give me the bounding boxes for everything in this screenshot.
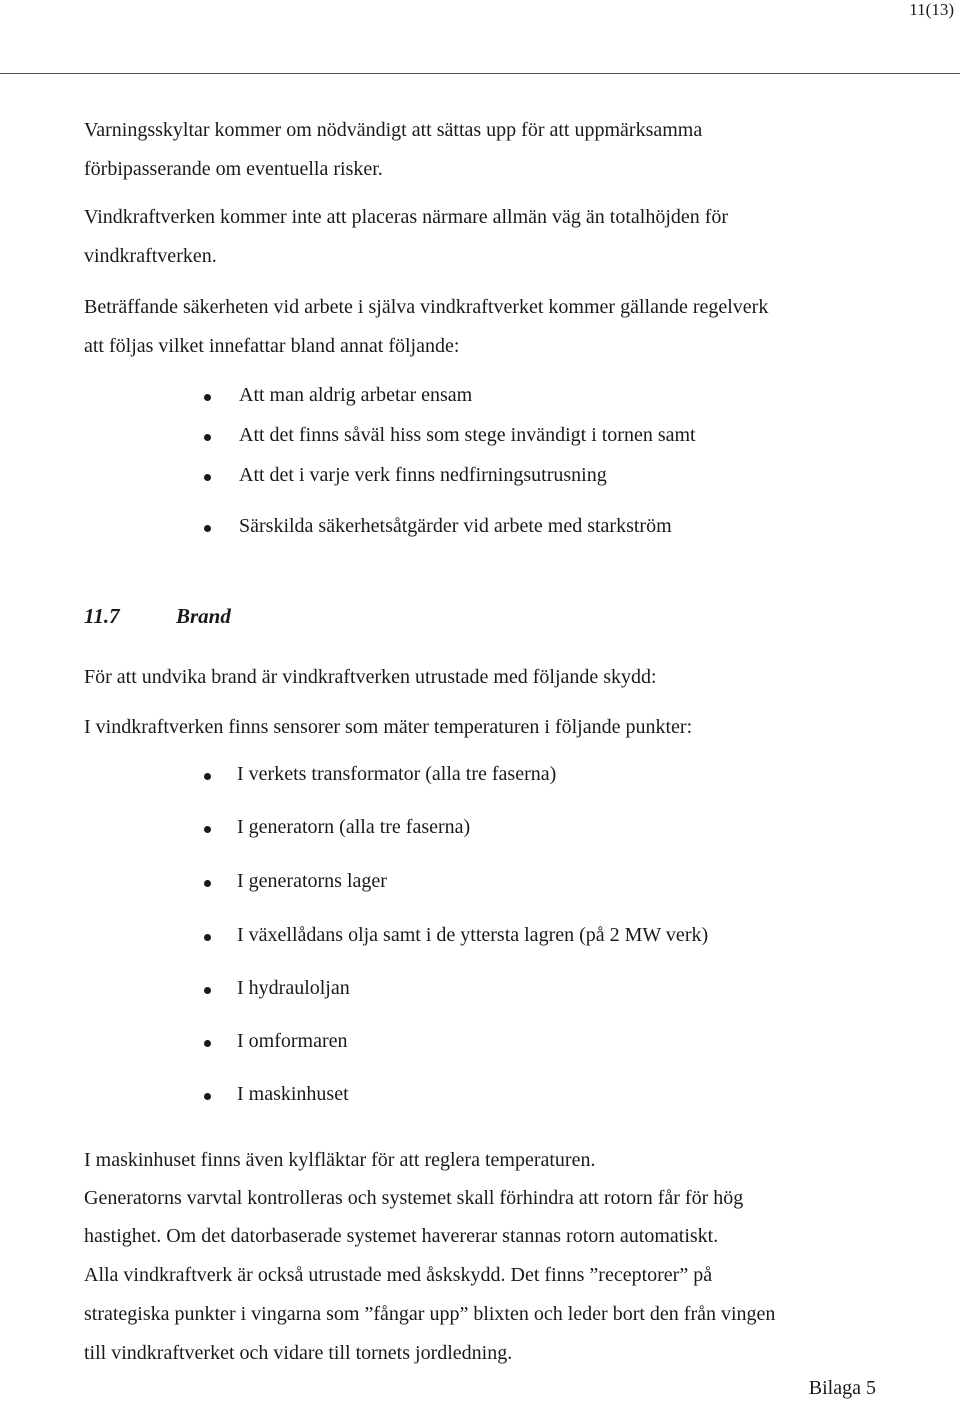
bullet-icon (204, 934, 211, 941)
bullet-icon (204, 987, 211, 994)
sensor-point-item: I hydrauloljan (237, 977, 350, 999)
paragraph-warning-signs-line-1: Varningsskyltar kommer om nödvändigt att sättas upp för att uppmärksamma (84, 119, 703, 141)
section-heading (84, 604, 231, 629)
bullet-icon (204, 525, 211, 532)
paragraph-lightning-line-3: till vindkraftverket och vidare till tornets jordledning. (84, 1342, 513, 1364)
paragraph-fire-intro: För att undvika brand är vindkraftverken utrustade med följande skydd: (84, 666, 657, 688)
paragraph-warning-signs-line-2: förbipasserande om eventuella risker. (84, 158, 383, 180)
paragraph-road-distance-line-2: vindkraftverken. (84, 245, 217, 267)
header-divider (0, 73, 960, 74)
paragraph-work-safety-line-1: Beträffande säkerheten vid arbete i själva vindkraftverket kommer gällande regelverk (84, 296, 769, 318)
safety-list-item: Att man aldrig arbetar ensam (239, 384, 473, 406)
safety-list-item: Att det finns såväl hiss som stege invändigt i tornen samt (239, 424, 696, 446)
paragraph-road-distance-line-1: Vindkraftverken kommer inte att placeras närmare allmän väg än totalhöjden för (84, 206, 729, 228)
bullet-icon (204, 1093, 211, 1100)
section-title: Brand (176, 604, 231, 628)
page-number: 11(13) (909, 0, 954, 19)
bullet-icon (204, 1040, 211, 1047)
sensor-point-item: I omformaren (237, 1030, 348, 1052)
sensor-point-item: I växellådans olja samt i de yttersta lagren (på 2 MW verk) (237, 924, 709, 946)
safety-list-item: Att det i varje verk finns nedfirningsutrusning (239, 464, 607, 486)
sensor-point-item: I maskinhuset (237, 1083, 349, 1105)
bullet-icon (204, 474, 211, 481)
bullet-icon (204, 880, 211, 887)
bullet-icon (204, 773, 211, 780)
sensor-point-item: I generatorns lager (237, 870, 387, 892)
bullet-icon (204, 394, 211, 401)
bullet-icon (204, 826, 211, 833)
sensor-point-item: I generatorn (alla tre faserna) (237, 816, 471, 838)
paragraph-cooling-fans: I maskinhuset finns även kylfläktar för att reglera temperaturen. (84, 1149, 596, 1171)
section-number: 11.7 (84, 604, 120, 628)
paragraph-sensors-intro: I vindkraftverken finns sensorer som mäter temperaturen i följande punkter: (84, 716, 693, 738)
paragraph-work-safety-line-2: att följas vilket innefattar bland annat följande: (84, 335, 460, 357)
appendix-label: Bilaga 5 (808, 1377, 876, 1399)
paragraph-lightning-line-2: strategiska punkter i vingarna som ”fångar upp” blixten och leder bort den från vingen (84, 1303, 776, 1325)
safety-list-item: Särskilda säkerhetsåtgärder vid arbete med starkström (239, 515, 672, 537)
sensor-point-item: I verkets transformator (alla tre faserna) (237, 763, 557, 785)
bullet-icon (204, 434, 211, 441)
paragraph-rotor-speed-line-2: hastighet. Om det datorbaserade systemet havererar stannas rotorn automatiskt. (84, 1225, 719, 1247)
paragraph-rotor-speed-line-1: Generatorns varvtal kontrolleras och systemet skall förhindra att rotorn får för hög (84, 1187, 744, 1209)
paragraph-lightning-line-1: Alla vindkraftverk är också utrustade med åskskydd. Det finns ”receptorer” på (84, 1264, 713, 1286)
